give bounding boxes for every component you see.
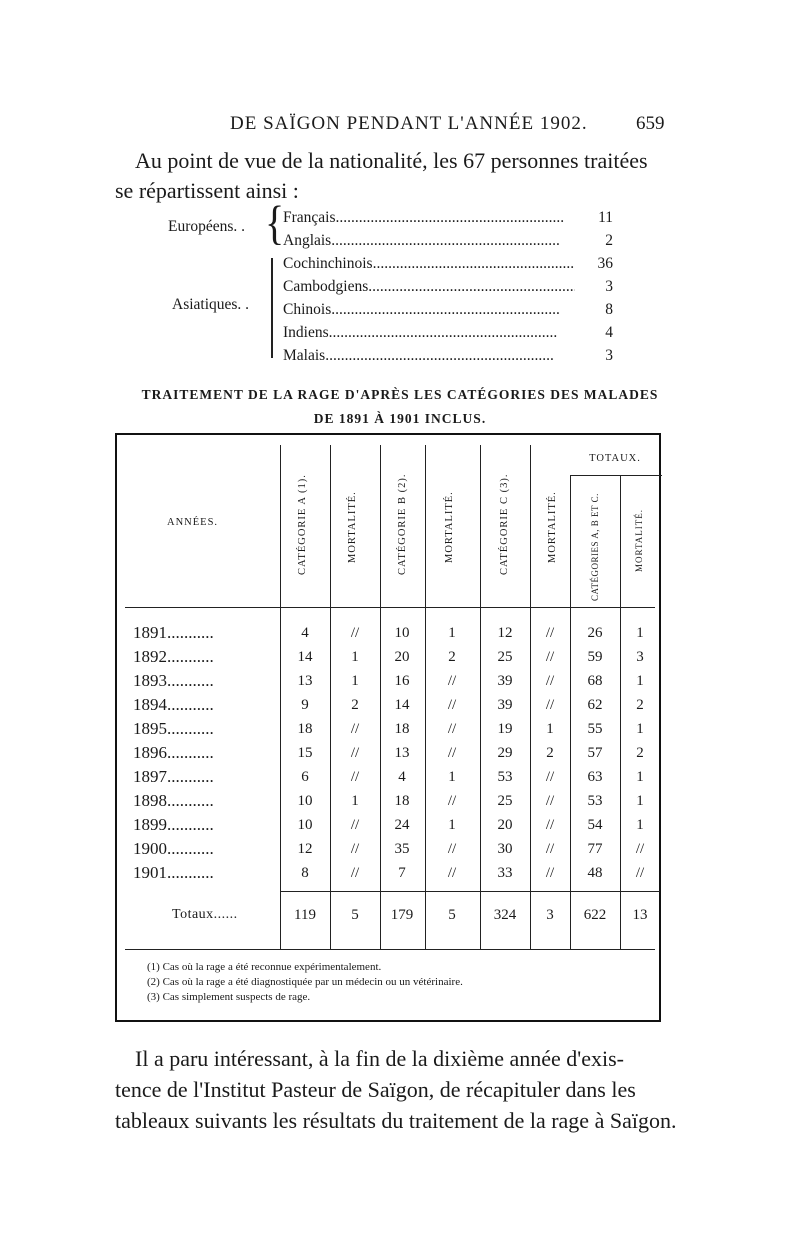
- cell-cat-c: 33: [497, 865, 513, 881]
- cell-mort-b: //: [447, 745, 457, 761]
- row-year: 1899...........: [133, 815, 214, 834]
- cell-cat-b: 16: [394, 673, 410, 689]
- group-label-asiatiques: Asiatiques. .: [172, 296, 250, 313]
- cell-mort-a: 2: [351, 697, 359, 713]
- cell-total-mort-b: 5: [448, 907, 456, 923]
- cell-mort-a: //: [350, 841, 360, 857]
- footnote-1: (1) Cas où la rage a été reconnue expérimentalement.: [147, 961, 382, 973]
- totals-rule: [280, 891, 660, 892]
- cell-cat-a: 8: [301, 865, 309, 881]
- cell-cat-b: 18: [394, 793, 410, 809]
- group-label-europeens: Européens. .: [168, 218, 246, 235]
- footnote-rule: [125, 949, 655, 950]
- cell-cat-b: 35: [394, 841, 410, 857]
- cell-cat-c: 39: [497, 697, 513, 713]
- nationality-name: Cochinchinois .....: [283, 255, 575, 273]
- nationality-count: 3: [605, 346, 613, 364]
- row-year: 1894...........: [133, 695, 214, 714]
- nationality-row: [283, 344, 613, 367]
- cell-total: 55: [587, 721, 603, 737]
- cell-total: 63: [587, 769, 603, 785]
- cell-cat-a: 6: [301, 769, 309, 785]
- cell-total-cat-a: 119: [294, 907, 316, 923]
- cell-mort-a: 1: [351, 649, 359, 665]
- cell-mort-c: //: [545, 865, 555, 881]
- intro-line-1: Au point de vue de la nationalité, les 67 personnes traitées: [135, 148, 648, 173]
- page-number: 659: [636, 113, 665, 134]
- closing-line-2: tence de l'Institut Pasteur de Saïgon, de récapituler dans les: [115, 1077, 636, 1102]
- header-rule: [125, 607, 655, 608]
- cell-cat-a: 4: [301, 625, 309, 641]
- header-categorie-c: CATÉGORIE C (3).: [499, 473, 510, 575]
- header-totaux: TOTAUX.: [589, 453, 641, 464]
- nationality-row: [283, 206, 613, 229]
- cell-total: 59: [587, 649, 603, 665]
- cell-cat-a: 9: [301, 697, 309, 713]
- cell-total: 62: [587, 697, 603, 713]
- row-year: 1892...........: [133, 647, 214, 666]
- cell-mort-b: 1: [448, 769, 456, 785]
- cell-total-mort: 1: [636, 721, 644, 737]
- intro-line-2: se répartissent ainsi :: [115, 178, 299, 203]
- nationality-name: Indiens .....: [283, 324, 575, 342]
- cell-cat-a: 15: [297, 745, 313, 761]
- row-year: 1898...........: [133, 791, 214, 810]
- cell-mort-a: 1: [351, 673, 359, 689]
- cell-mort-a: //: [350, 817, 360, 833]
- nationality-row: [283, 298, 613, 321]
- header-mortalite-b: MORTALITÉ.: [444, 491, 455, 563]
- header-categorie-b: CATÉGORIE B (2).: [397, 473, 408, 575]
- cell-mort-b: 1: [448, 625, 456, 641]
- cell-cat-c: 25: [497, 649, 513, 665]
- nationality-row: [283, 275, 613, 298]
- cell-cat-b: 18: [394, 721, 410, 737]
- header-categorie-a: CATÉGORIE A (1).: [297, 474, 308, 575]
- cell-total-mort: 1: [636, 793, 644, 809]
- cell-mort-c: //: [545, 673, 555, 689]
- cell-total-mort-c: 3: [546, 907, 554, 923]
- cell-cat-b: 4: [398, 769, 406, 785]
- header-mortalite-a: MORTALITÉ.: [347, 491, 358, 563]
- footnote-2: (2) Cas où la rage a été diagnostiquée par un médecin ou un vétérinaire.: [147, 976, 463, 988]
- cell-total-mort: 1: [636, 625, 644, 641]
- cell-total-mort: 2: [636, 745, 644, 761]
- cell-mort-b: 1: [448, 817, 456, 833]
- cell-mort-c: //: [545, 817, 555, 833]
- row-year: 1901...........: [133, 863, 214, 882]
- nationality-row: [283, 252, 613, 275]
- cell-mort-a: //: [350, 769, 360, 785]
- cell-total: 68: [587, 673, 603, 689]
- running-head: DE SAÏGON PENDANT L'ANNÉE 1902.: [230, 113, 588, 134]
- cell-total-mort: 2: [636, 697, 644, 713]
- cell-total-mort: //: [635, 865, 645, 881]
- closing-line-1: Il a paru intéressant, à la fin de la dixième année d'exis-: [135, 1046, 624, 1071]
- cell-total-mort: //: [635, 841, 645, 857]
- cell-mort-c: //: [545, 649, 555, 665]
- brace-europeens: {: [265, 195, 285, 250]
- cell-mort-b: //: [447, 721, 457, 737]
- cell-cat-b: 20: [394, 649, 410, 665]
- cell-total: 53: [587, 793, 603, 809]
- rabies-table: [115, 433, 661, 1022]
- cell-mort-c: 2: [546, 745, 554, 761]
- nationality-name: Malais .....: [283, 347, 575, 365]
- cell-total: 26: [587, 625, 603, 641]
- cell-cat-c: 19: [497, 721, 513, 737]
- row-year: 1893...........: [133, 671, 214, 690]
- nationality-count: 36: [597, 254, 613, 272]
- cell-cat-b: 14: [394, 697, 410, 713]
- cell-cat-a: 14: [297, 649, 313, 665]
- cell-mort-c: //: [545, 841, 555, 857]
- cell-mort-c: 1: [546, 721, 554, 737]
- cell-cat-b: 7: [398, 865, 406, 881]
- cell-total-cat-c: 324: [493, 907, 517, 923]
- nationality-row: [283, 321, 613, 344]
- cell-total: 77: [587, 841, 603, 857]
- header-mortalite-totaux: MORTALITÉ.: [634, 509, 644, 572]
- closing-line-3: tableaux suivants les résultats du traitement de la rage à Saïgon.: [115, 1108, 677, 1133]
- cell-mort-c: //: [545, 625, 555, 641]
- cell-cat-c: 29: [497, 745, 513, 761]
- cell-cat-a: 12: [297, 841, 313, 857]
- row-year: 1891...........: [133, 623, 214, 642]
- cell-cat-c: 30: [497, 841, 513, 857]
- cell-cat-a: 13: [297, 673, 313, 689]
- nationality-count: 11: [598, 208, 613, 226]
- cell-mort-a: //: [350, 625, 360, 641]
- row-year: 1897...........: [133, 767, 214, 786]
- nationality-count: 3: [605, 277, 613, 295]
- table-title-line-1: TRAITEMENT DE LA RAGE D'APRÈS LES CATÉGORIES DES MALADES: [141, 387, 659, 402]
- footnote-3: (3) Cas simplement suspects de rage.: [147, 991, 311, 1003]
- nationality-count: 2: [605, 231, 613, 249]
- nationality-name: Français .....: [283, 209, 575, 227]
- cell-total-mort: 1: [636, 817, 644, 833]
- cell-mort-a: 1: [351, 793, 359, 809]
- cell-cat-c: 53: [497, 769, 513, 785]
- cell-mort-a: //: [350, 721, 360, 737]
- header-categories-abc: CATÉGORIES A, B ET C.: [590, 493, 600, 601]
- cell-cat-b: 13: [394, 745, 410, 761]
- cell-mort-b: //: [447, 673, 457, 689]
- table-title-line-2: DE 1891 À 1901 INCLUS.: [313, 411, 487, 426]
- cell-cat-a: 10: [297, 793, 313, 809]
- cell-mort-b: 2: [448, 649, 456, 665]
- cell-total-mort-a: 5: [351, 907, 359, 923]
- cell-mort-c: //: [545, 793, 555, 809]
- cell-cat-b: 24: [394, 817, 410, 833]
- nationality-row: [283, 229, 613, 252]
- cell-total: 48: [587, 865, 603, 881]
- cell-mort-c: //: [545, 769, 555, 785]
- cell-total: 57: [587, 745, 603, 761]
- row-year: 1896...........: [133, 743, 214, 762]
- nationality-count: 4: [605, 323, 613, 341]
- brace-asiatiques: [271, 258, 273, 358]
- cell-cat-c: 20: [497, 817, 513, 833]
- nationality-name: Anglais .....: [283, 232, 575, 250]
- header-annees: ANNÉES.: [167, 517, 219, 528]
- nationality-count: 8: [605, 300, 613, 318]
- cell-cat-b: 10: [394, 625, 410, 641]
- nationality-name: Chinois .....: [283, 301, 575, 319]
- nationality-name: Cambodgiens .....: [283, 278, 575, 296]
- cell-cat-a: 10: [297, 817, 313, 833]
- cell-mort-b: //: [447, 841, 457, 857]
- cell-mort-b: //: [447, 793, 457, 809]
- cell-cat-c: 12: [497, 625, 513, 641]
- totals-label: Totaux......: [172, 907, 238, 922]
- cell-mort-a: //: [350, 865, 360, 881]
- cell-cat-c: 39: [497, 673, 513, 689]
- cell-total-cat-b: 179: [390, 907, 414, 923]
- cell-mort-a: //: [350, 745, 360, 761]
- cell-mort-c: //: [545, 697, 555, 713]
- header-mortalite-c: MORTALITÉ.: [547, 491, 558, 563]
- cell-grand-total: 622: [583, 907, 607, 923]
- cell-cat-a: 18: [297, 721, 313, 737]
- cell-total: 54: [587, 817, 603, 833]
- cell-total-mort: 3: [636, 649, 644, 665]
- totaux-rule: [570, 475, 662, 476]
- cell-mort-b: //: [447, 697, 457, 713]
- row-year: 1900...........: [133, 839, 214, 858]
- cell-grand-total-mort: 13: [632, 907, 648, 923]
- cell-mort-b: //: [447, 865, 457, 881]
- row-year: 1895...........: [133, 719, 214, 738]
- cell-total-mort: 1: [636, 673, 644, 689]
- cell-cat-c: 25: [497, 793, 513, 809]
- cell-total-mort: 1: [636, 769, 644, 785]
- table-title: [140, 383, 660, 431]
